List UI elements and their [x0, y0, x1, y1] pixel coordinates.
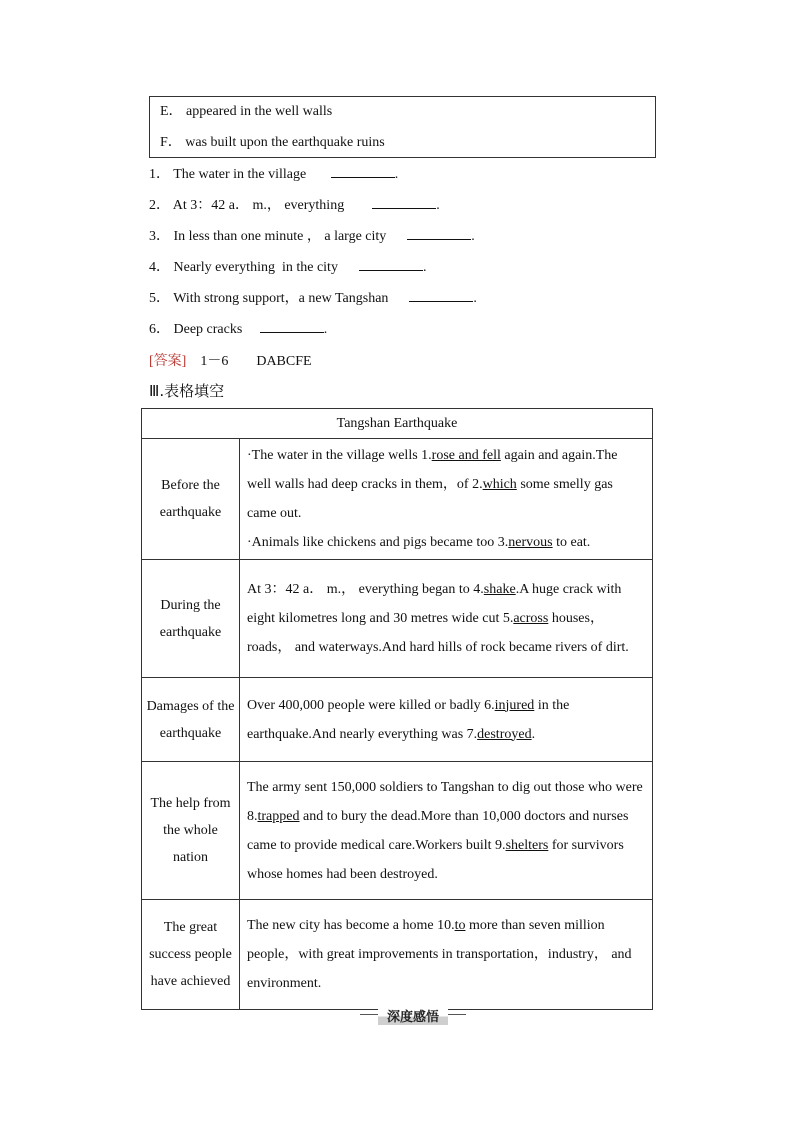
- answer-5: across: [513, 611, 549, 626]
- answer-7: destroyed: [477, 726, 532, 742]
- row-body-during: At 3：42 a． m.， everything began to 4.shake.A huge crack with eight kilometres long and 30 metres wide cut 5.across houses， roads， and waterways.And hard hills of rock became rivers of dirt.: [240, 560, 653, 678]
- divider: [360, 1014, 378, 1015]
- answer-blank: [359, 258, 423, 271]
- row-body-success: The new city has become a home 10.to more than seven million people，with great improvements in transportation，industry， and environment.: [240, 900, 653, 1010]
- row-head-damages: Damages of the earthquake: [142, 678, 240, 762]
- table-row: [142, 560, 653, 678]
- question-text: 5． With strong support，a new Tangshan: [149, 291, 389, 306]
- question-text: 1． The water in the village: [149, 167, 307, 182]
- answer-blank: [409, 289, 473, 302]
- row-head-success: The great success people have achieved: [142, 900, 240, 1010]
- answer-9: shelters: [505, 837, 549, 853]
- answer-tag: [答案]: [149, 354, 187, 369]
- table-row: [142, 678, 653, 762]
- option-f: F． was built upon the earthquake ruins: [160, 135, 385, 150]
- answer-blank: [372, 196, 436, 209]
- answer-blank: [260, 320, 324, 333]
- answer-2: which: [482, 477, 517, 492]
- row-head-help: The help from the whole nation: [142, 762, 240, 900]
- question-5: 5． With strong support，a new Tangshan .: [149, 291, 477, 306]
- answer-8: trapped: [257, 808, 300, 824]
- row-head-before: Before the earthquake: [142, 439, 240, 560]
- row-head-during: During the earthquake: [142, 560, 240, 678]
- row-body-before: ·The water in the village wells 1.rose and fell again and again.The well walls had deep cracks in them，of 2.which some smelly gas came out. ·Animals like chickens and pigs became too 3.nervous to eat.: [240, 439, 653, 560]
- row-body-help: The army sent 150,000 soldiers to Tangshan to dig out those who were 8.trapped and to bury the dead.More than 10,000 doctors and nurses came to provide medical care.Workers built 9.shelters for survivors whose homes had been destroyed.: [240, 762, 653, 900]
- option-e: E． appeared in the well walls: [160, 104, 333, 119]
- table-row: [142, 762, 653, 900]
- question-1: 1． The water in the village .: [149, 167, 399, 182]
- question-text: 2． At 3：42 a． m.， everything: [149, 198, 345, 213]
- fill-table: [141, 408, 653, 1010]
- footer-label: 深度感悟: [378, 1006, 448, 1025]
- answer-10: to: [454, 918, 466, 933]
- answer-range: 1－6: [200, 354, 229, 369]
- answer-6: injured: [494, 697, 535, 713]
- question-text: 4． Nearly everything in the city: [149, 260, 338, 275]
- section-title: Ⅲ.表格填空: [149, 382, 225, 400]
- section-footer-banner: [360, 1006, 466, 1024]
- answer-blank: [407, 227, 471, 240]
- answer-letters: DABCFE: [256, 354, 312, 369]
- table-row: [142, 439, 653, 560]
- answer-4: shake: [483, 582, 516, 597]
- question-4: 4． Nearly everything in the city .: [149, 260, 427, 275]
- answer-3: nervous: [508, 535, 553, 550]
- divider: [448, 1014, 466, 1015]
- answer-line: [149, 350, 312, 370]
- question-2: 2． At 3：42 a． m.， everything .: [149, 198, 440, 213]
- question-3: 3． In less than one minute ， a large city .: [149, 229, 475, 244]
- row-body-damages: Over 400,000 people were killed or badly 6.injured in the earthquake.And nearly everything was 7.destroyed.: [240, 678, 653, 762]
- options-box: [149, 96, 656, 158]
- question-text: 6． Deep cracks: [149, 322, 243, 337]
- table-title: Tangshan Earthquake: [142, 409, 653, 439]
- question-6: 6． Deep cracks .: [149, 322, 328, 337]
- answer-blank: [331, 165, 395, 178]
- answer-1: rose and fell: [431, 448, 501, 463]
- question-text: 3． In less than one minute ， a large city: [149, 229, 387, 244]
- table-row: [142, 900, 653, 1010]
